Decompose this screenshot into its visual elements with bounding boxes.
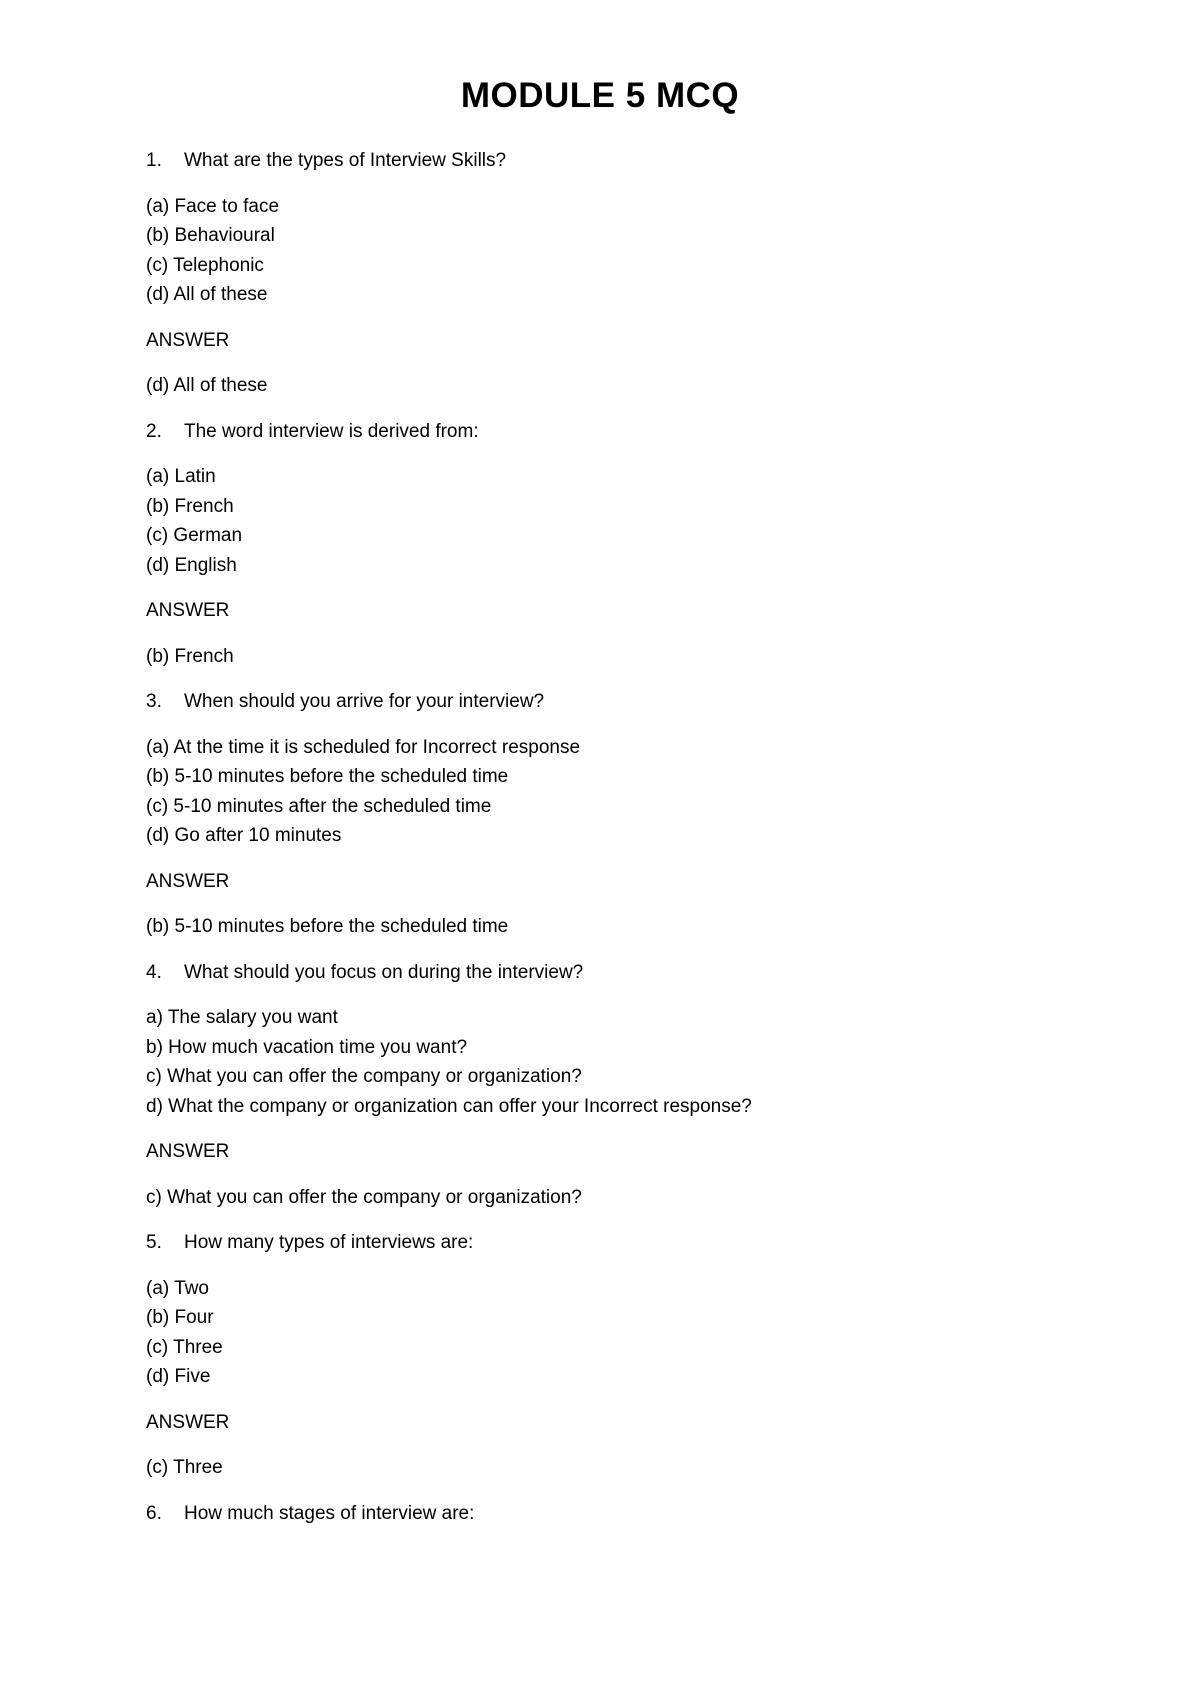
options-list	[146, 733, 1106, 851]
answer-text: (b) French	[146, 645, 234, 667]
answer-text: (c) Three	[146, 1457, 223, 1478]
question-text: How many types of interviews are:	[184, 1232, 474, 1253]
question-text: What should you focus on during the interview?	[184, 961, 584, 983]
question-number: 3.	[146, 691, 162, 712]
question-text: When should you arrive for your interview?	[184, 691, 545, 712]
question-line	[146, 1228, 1106, 1258]
answer-text: (b) 5-10 minutes before the scheduled time	[146, 916, 509, 937]
question-number: 2.	[146, 420, 162, 442]
options-list	[146, 1003, 1106, 1121]
question-2	[146, 417, 1106, 672]
question-number: 4.	[146, 961, 162, 983]
answer-label: ANSWER	[146, 1141, 230, 1162]
option-d: d) What the company or organization can offer your Incorrect response?	[146, 1095, 752, 1117]
option-d: (d) English	[146, 554, 237, 576]
question-line	[146, 1499, 1106, 1529]
option-a: a) The salary you want	[146, 1007, 338, 1028]
answer-text: (d) All of these	[146, 375, 268, 396]
question-text: How much stages of interview are:	[184, 1502, 475, 1524]
option-c: c) What you can offer the company or organization?	[146, 1066, 582, 1087]
option-a: (a) Face to face	[146, 195, 280, 217]
question-line	[146, 687, 1106, 717]
option-c: (c) Telephonic	[146, 254, 264, 276]
option-d: (d) Go after 10 minutes	[146, 825, 342, 846]
option-c: (c) 5-10 minutes after the scheduled time	[146, 795, 492, 817]
option-a: (a) At the time it is scheduled for Incorrect response	[146, 736, 581, 758]
question-number: 5.	[146, 1232, 162, 1253]
answer-text: c) What you can offer the company or organization?	[146, 1186, 582, 1208]
options-list	[146, 1274, 1106, 1392]
options-list	[146, 462, 1106, 580]
option-b: (b) Behavioural	[146, 225, 275, 246]
question-line	[146, 146, 1106, 176]
answer-label: ANSWER	[146, 329, 230, 351]
question-list	[146, 146, 1106, 1544]
question-5	[146, 1228, 1106, 1483]
answer-label: ANSWER	[146, 600, 230, 621]
option-c: (c) German	[146, 525, 243, 546]
question-text: What are the types of Interview Skills?	[184, 150, 507, 171]
option-b: b) How much vacation time you want?	[146, 1036, 468, 1058]
option-c: (c) Three	[146, 1336, 223, 1358]
option-a: (a) Two	[146, 1277, 210, 1299]
question-6	[146, 1499, 1106, 1529]
options-list	[146, 192, 1106, 310]
option-b: (b) 5-10 minutes before the scheduled time	[146, 766, 509, 787]
question-1	[146, 146, 1106, 401]
page-title: MODULE 5 MCQ	[460, 76, 740, 115]
answer-label: ANSWER	[146, 1411, 230, 1433]
option-d: (d) Five	[146, 1366, 211, 1387]
option-b: (b) Four	[146, 1307, 214, 1328]
question-number: 1.	[146, 150, 162, 171]
question-3	[146, 687, 1106, 942]
option-a: (a) Latin	[146, 466, 216, 487]
question-number: 6.	[146, 1502, 162, 1524]
question-line	[146, 958, 1106, 988]
question-line	[146, 417, 1106, 447]
question-text: The word interview is derived from:	[184, 420, 479, 442]
answer-label: ANSWER	[146, 870, 230, 892]
option-b: (b) French	[146, 495, 234, 517]
question-4	[146, 958, 1106, 1213]
option-d: (d) All of these	[146, 284, 268, 305]
